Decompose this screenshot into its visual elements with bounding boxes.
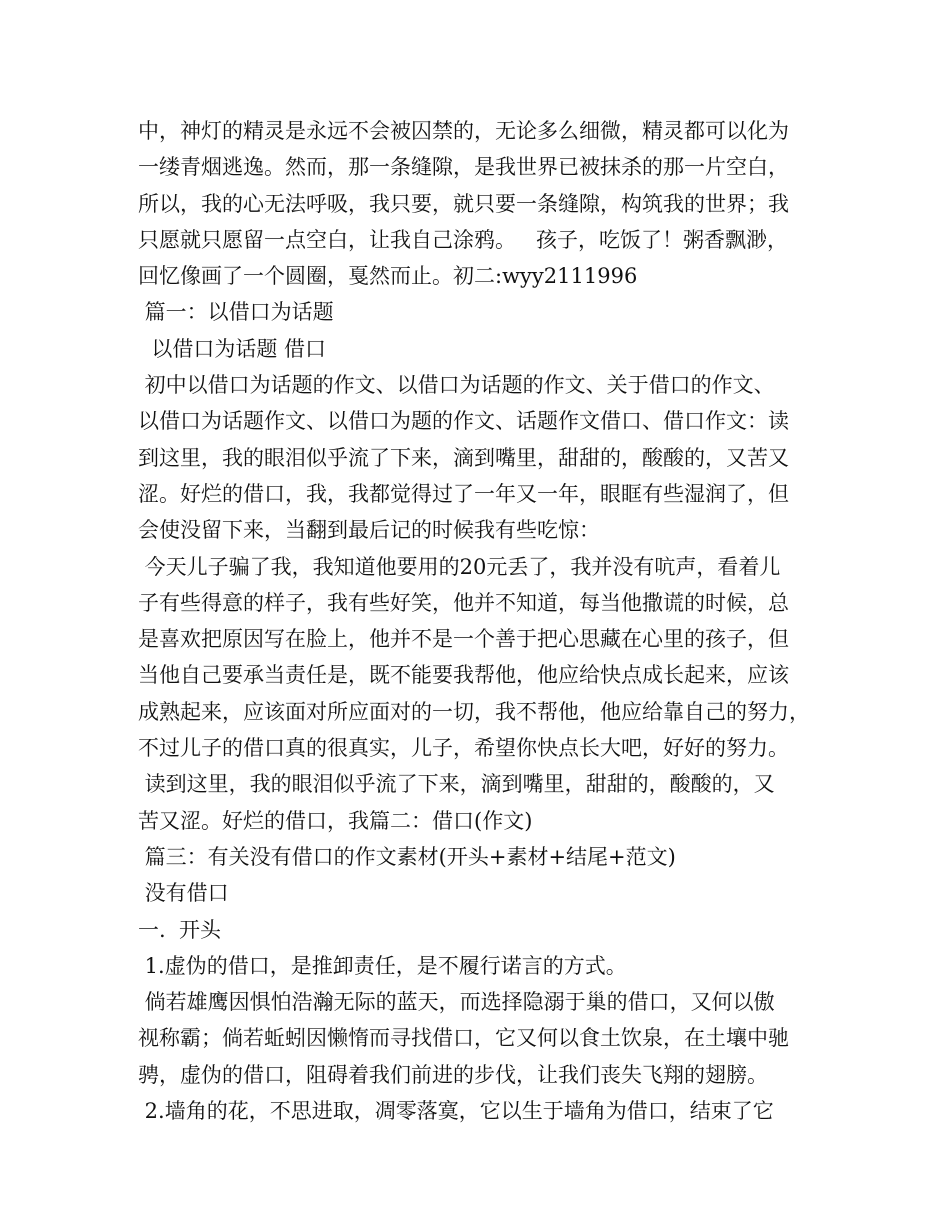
- text-line: 成熟起来，应该面对所应面对的一切，我不帮他，他应给靠自己的努力，: [138, 699, 810, 724]
- text-line: 读到这里，我的眼泪似乎流了下来，滴到嘴里，甜甜的，酸酸的，又: [138, 772, 775, 797]
- text-line: 中，神灯的精灵是永远不会被囚禁的，无论多么细微，精灵都可以化为: [138, 119, 789, 143]
- text-line: 初中以借口为话题的作文、以借口为话题的作文、关于借口的作文、: [138, 373, 775, 398]
- text-line: 子有些得意的样子，我有些好笑，他并不知道，每当他撒谎的时候，总: [138, 590, 789, 615]
- text-line: 没有借口: [138, 881, 229, 906]
- document-body: [138, 113, 838, 1129]
- text-line: 2.墙角的花，不思进取，凋零落寞，它以生于墙角为借口，结束了它: [138, 1099, 774, 1124]
- text-line: 苦又涩。好烂的借口，我篇二：借口(作文): [138, 808, 533, 833]
- text-line: 不过儿子的借口真的很真实，儿子，希望你快点长大吧，好好的努力。: [138, 736, 789, 761]
- text-line: 篇三：有关没有借口的作文素材(开头+素材+结尾+范文): [138, 844, 676, 869]
- text-line: 是喜欢把原因写在脸上，他并不是一个善于把心思藏在心里的孩子，但: [138, 627, 789, 652]
- text-line: 当他自己要承当责任是，既不能要我帮他，他应给快点成长起来，应该: [138, 663, 789, 688]
- text-line: 到这里，我的眼泪似乎流了下来，滴到嘴里，甜甜的，酸酸的，又苦又: [138, 445, 789, 470]
- text-line: 骋，虚伪的借口，阻碍着我们前进的步伐，让我们丧失飞翔的翅膀。: [138, 1062, 768, 1087]
- text-line: 一缕青烟逃逸。然而，那一条缝隙，是我世界已被抹杀的那一片空白，: [138, 155, 789, 180]
- text-line: 回忆像画了一个圆圈，戛然而止。初二:wyy2111996: [138, 264, 638, 289]
- text-line: 以借口为话题作文、以借口为题的作文、话题作文借口、借口作文：读: [138, 409, 789, 434]
- text-line: 所以，我的心无法呼吸，我只要，就只要一条缝隙，构筑我的世界；我: [138, 191, 789, 216]
- text-line: 视称霸；倘若蚯蚓因懒惰而寻找借口，它又何以食土饮泉，在土壤中驰: [138, 1026, 789, 1051]
- text-line: 以借口为话题 借口: [138, 336, 327, 361]
- text-line: 倘若雄鹰因惧怕浩瀚无际的蓝天，而选择隐溺于巢的借口，又何以傲: [138, 990, 775, 1015]
- text-line: 会使没留下来，当翻到最后记的时候我有些吃惊：: [138, 518, 600, 543]
- text-line: 只愿就只愿留一点空白，让我自己涂鸦。 孩子，吃饭了！粥香飘渺，: [138, 227, 789, 252]
- text-line: 篇一：以借口为话题: [138, 300, 334, 325]
- text-line: 涩。好烂的借口，我，我都觉得过了一年又一年，眼眶有些湿润了，但: [138, 481, 789, 506]
- text-line: 今天儿子骗了我，我知道他要用的20元丢了，我并没有吭声，看着儿: [138, 554, 781, 579]
- text-line: 一. 开头: [138, 917, 222, 942]
- text-line: 1.虚伪的借口，是推卸责任，是不履行诺言的方式。: [138, 953, 627, 978]
